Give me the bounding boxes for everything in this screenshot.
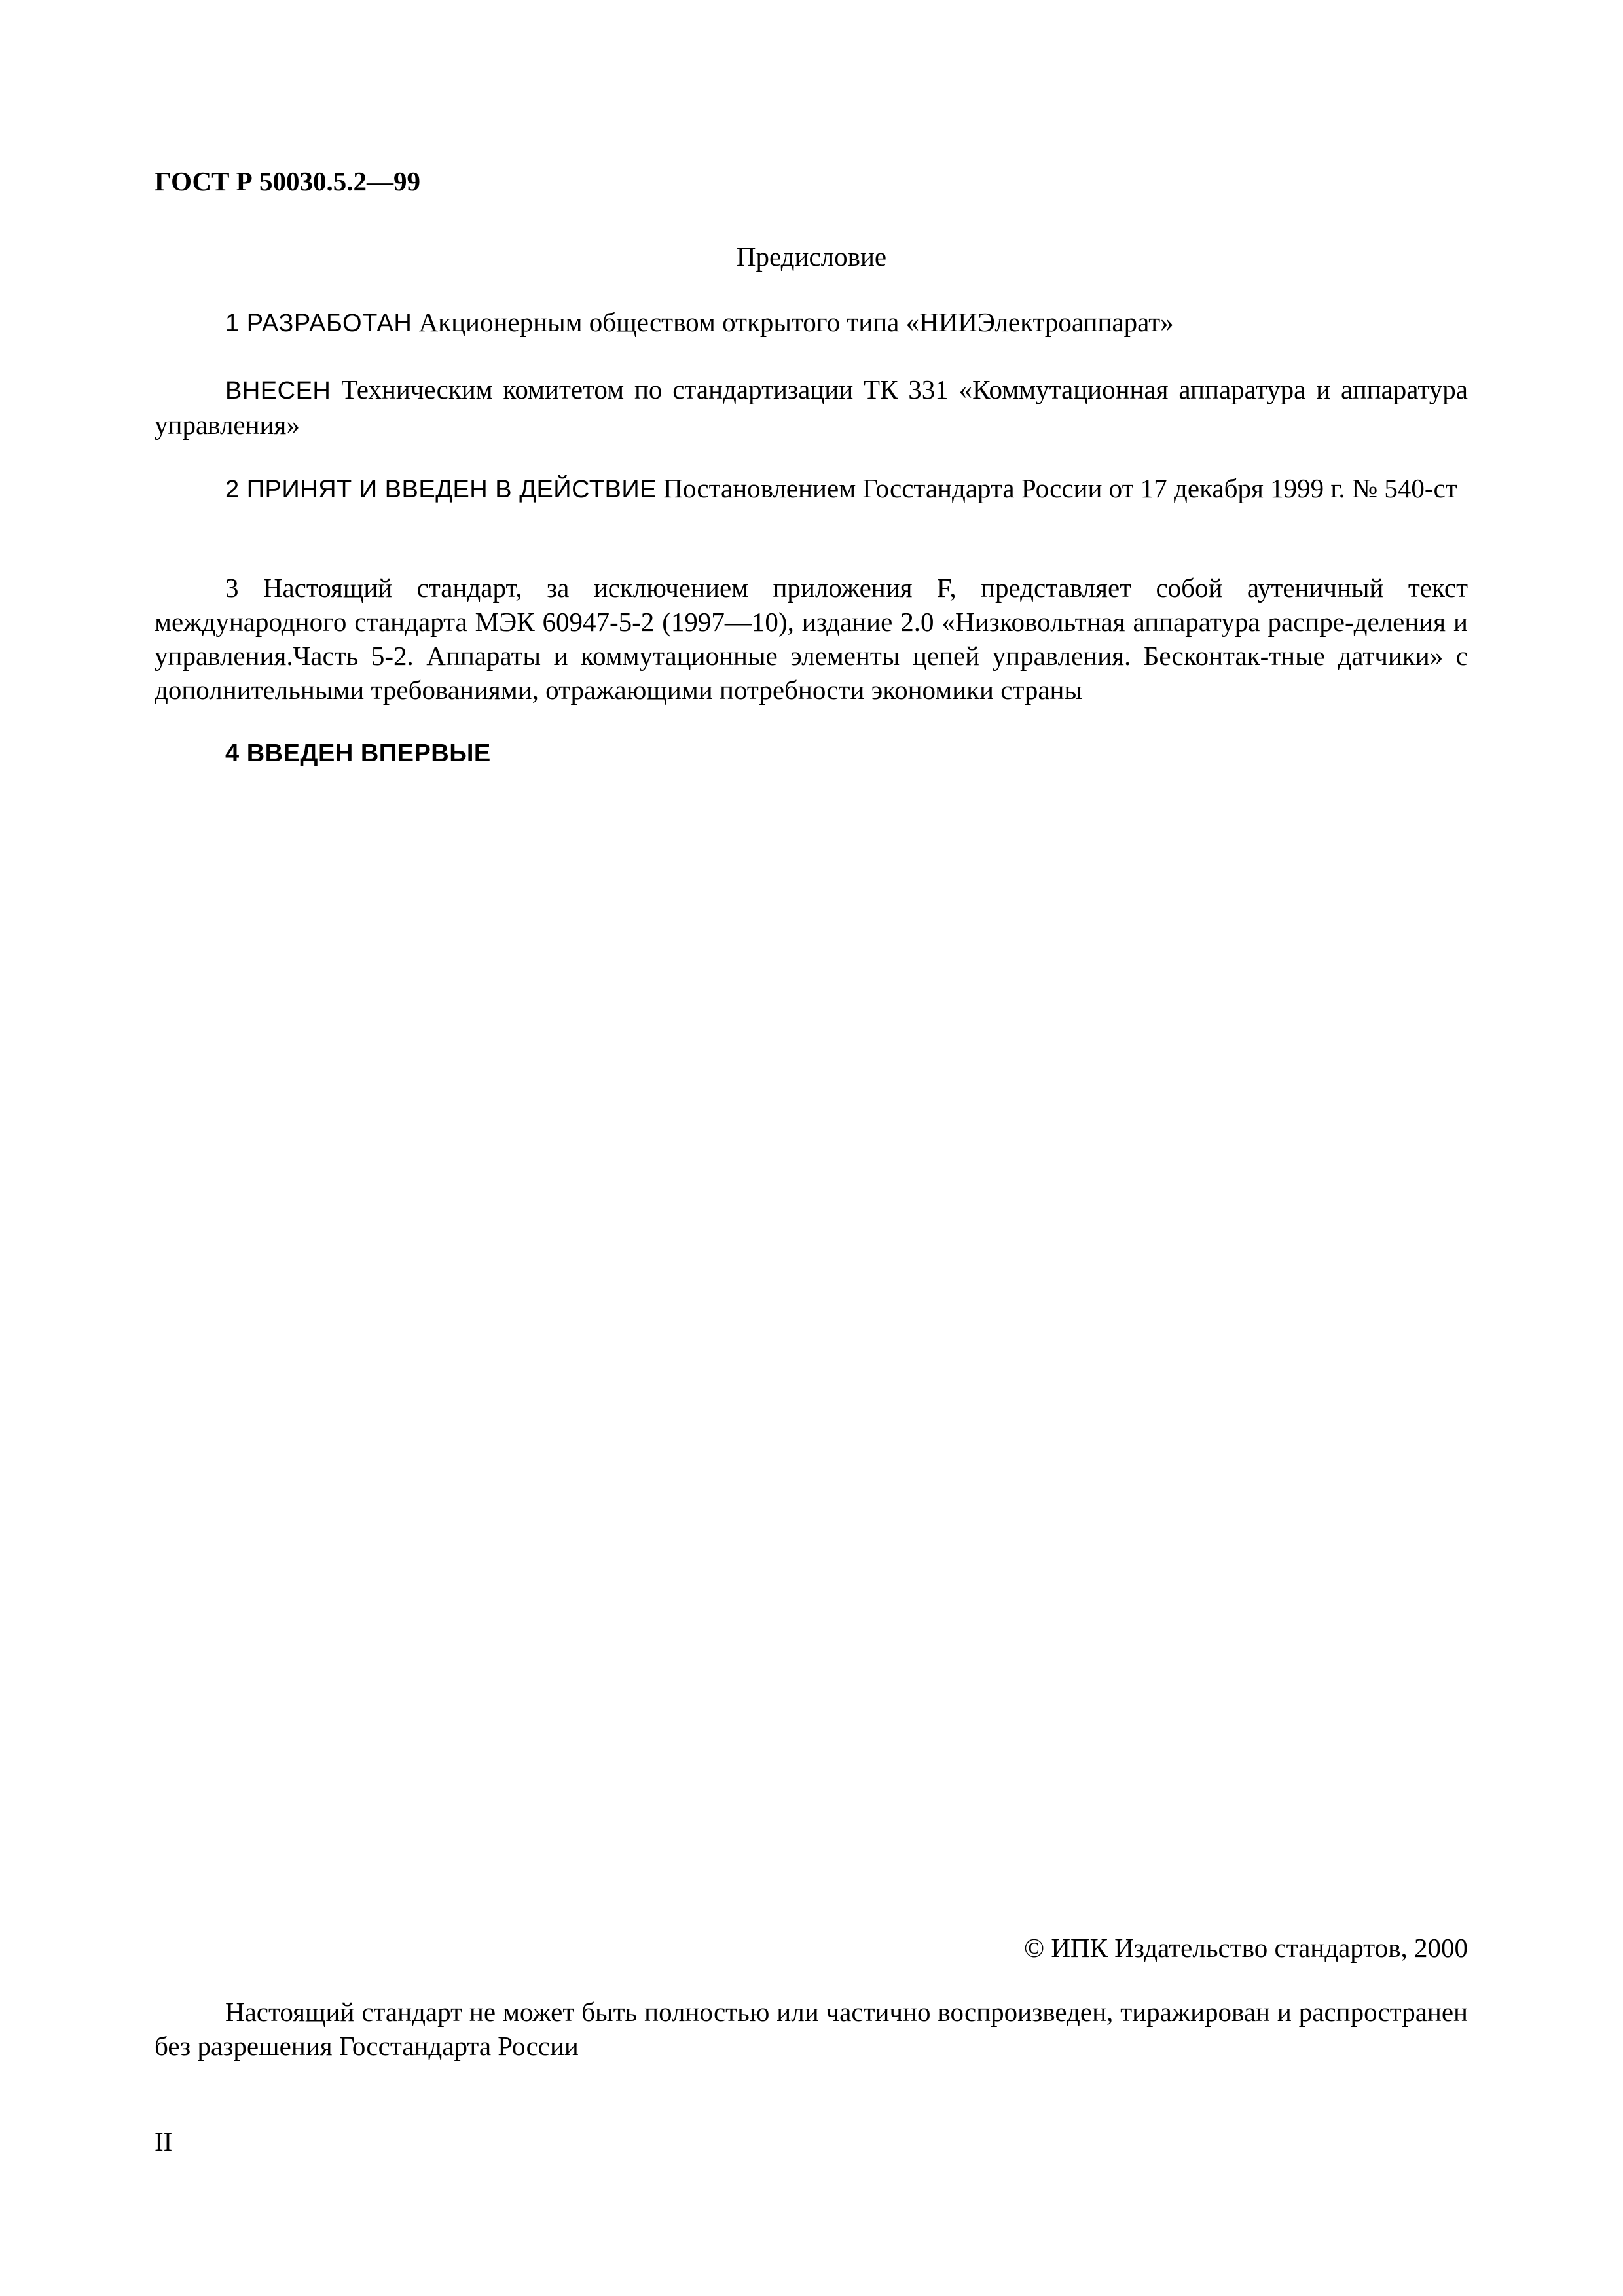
document-code: ГОСТ Р 50030.5.2—99 xyxy=(155,166,420,196)
item-text: Акционерным обществом открытого типа «НИИЭлектроаппарат» xyxy=(412,307,1174,337)
notice-text: Настоящий стандарт не может быть полностью или частично воспроизведен, тиражирован и распространен без разрешения Госстандарта России xyxy=(155,1997,1468,2061)
reproduction-notice xyxy=(155,1995,1468,2063)
item-text: Техническим комитетом по стандартизации ТК 331 «Коммутационная аппаратура и аппаратура управления» xyxy=(155,374,1468,440)
foreword-item-submitted xyxy=(155,372,1468,442)
foreword-title xyxy=(0,241,1623,272)
foreword-item-developed xyxy=(155,305,1468,340)
foreword-item-adopted xyxy=(155,471,1468,507)
item-text: Постановлением Госстандарта России от 17 декабря 1999 г. № 540-ст xyxy=(657,473,1457,503)
copyright-notice: © ИПК Издательство стандартов, 2000 xyxy=(1023,1933,1468,1963)
foreword-title-text: Предисловие xyxy=(736,242,887,272)
item-lead: 4 ВВЕДЕН ВПЕРВЫЕ xyxy=(225,740,491,767)
foreword-item-first-introduced xyxy=(155,735,1468,770)
foreword-item-standard-basis xyxy=(155,571,1468,707)
item-lead: 1 РАЗРАБОТАН xyxy=(225,310,412,337)
page-number: II xyxy=(155,2126,173,2157)
item-lead: ВНЕСЕН xyxy=(225,377,331,404)
item-lead: 2 ПРИНЯТ И ВВЕДЕН В ДЕЙСТВИЕ xyxy=(225,476,657,503)
item-text: 3 Настоящий стандарт, за исключением приложения F, представляет собой аутеничный текст международного стандарта МЭК 60947-5-2 (1997—10), издание 2.0 «Низковольтная аппаратура распре-деления и управления.Часть 5-2. Аппараты и коммутационные элементы цепей управления. Бесконтак-тные датчики» с дополнительными требованиями, отражающими потребности экономики страны xyxy=(155,573,1468,705)
